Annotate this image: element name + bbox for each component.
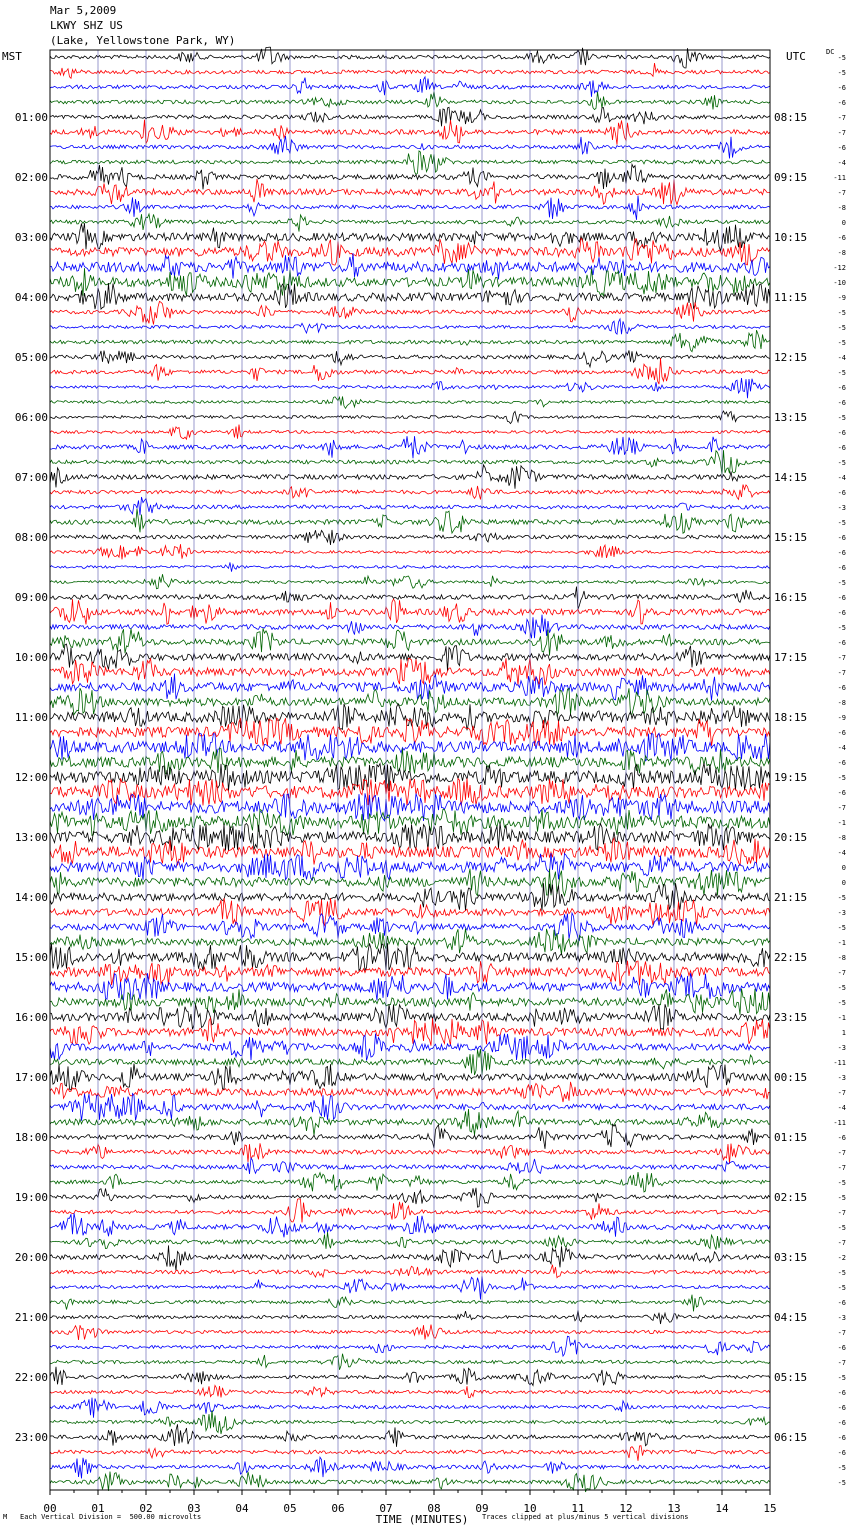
dc-offset-label: -5 xyxy=(837,324,846,332)
left-hour-label: 09:00 xyxy=(14,591,48,604)
seismic-trace xyxy=(50,1367,770,1386)
right-hour-label: 02:15 xyxy=(774,1191,808,1204)
left-hour-label: 23:00 xyxy=(14,1431,48,1444)
x-axis-label: TIME (MINUTES) xyxy=(375,1513,469,1526)
x-tick-label: 07 xyxy=(379,1502,393,1515)
dc-offset-label: -2 xyxy=(837,1254,846,1262)
dc-offset-label: -6 xyxy=(837,684,846,692)
dc-offset-label: -6 xyxy=(837,549,846,557)
dc-offset-label: -5 xyxy=(837,54,846,62)
left-hour-label: 13:00 xyxy=(14,831,48,844)
dc-offset-label: -10 xyxy=(833,279,846,287)
dc-offset-label: -4 xyxy=(837,744,846,752)
dc-offset-label: -7 xyxy=(837,1149,846,1157)
dc-offset-label: -6 xyxy=(837,729,846,737)
left-hour-label: 02:00 xyxy=(14,171,48,184)
left-axis-label: MST xyxy=(2,50,22,63)
seismic-trace xyxy=(50,530,770,545)
x-tick-label: 04 xyxy=(235,1502,249,1515)
dc-offset-label: -7 xyxy=(837,1209,846,1217)
seismic-trace xyxy=(50,358,770,384)
dc-offset-label: -7 xyxy=(837,1329,846,1337)
dc-offset-label: -5 xyxy=(837,1179,846,1187)
dc-offset-label: 0 xyxy=(841,219,846,227)
dc-offset-label: -3 xyxy=(837,1044,846,1052)
seismic-trace xyxy=(50,544,770,559)
dc-offset-label: -6 xyxy=(837,1434,846,1442)
seismic-trace xyxy=(50,1446,770,1461)
seismic-trace xyxy=(50,1265,770,1278)
seismic-trace xyxy=(50,1336,770,1356)
right-hour-label: 22:15 xyxy=(774,951,808,964)
dc-offset-label: -5 xyxy=(837,579,846,587)
dc-offset-label: -5 xyxy=(837,894,846,902)
seismic-trace xyxy=(50,77,770,97)
x-tick-label: 05 xyxy=(283,1502,297,1515)
seismic-trace xyxy=(50,1018,770,1046)
seismic-trace xyxy=(50,92,770,110)
dc-label: DC xyxy=(826,48,835,56)
right-hour-label: 01:15 xyxy=(774,1131,808,1144)
dc-offset-label: -5 xyxy=(837,1374,846,1382)
dc-offset-label: -6 xyxy=(837,639,846,647)
dc-offset-label: -6 xyxy=(837,84,846,92)
dc-offset-label: -6 xyxy=(837,384,846,392)
x-tick-label: 14 xyxy=(715,1502,729,1515)
seismic-trace xyxy=(50,319,770,334)
dc-offset-label: -9 xyxy=(837,294,846,302)
x-tick-label: 15 xyxy=(763,1502,777,1515)
seismic-trace xyxy=(50,1276,770,1299)
seismic-trace xyxy=(50,397,770,409)
x-tick-label: 11 xyxy=(571,1502,585,1515)
seismic-trace xyxy=(50,1354,770,1370)
dc-offset-label: -4 xyxy=(837,354,846,362)
dc-offset-label: -7 xyxy=(837,804,846,812)
dc-offset-label: -5 xyxy=(837,1479,846,1487)
right-hour-label: 19:15 xyxy=(774,771,808,784)
dc-offset-label: -6 xyxy=(837,234,846,242)
x-tick-label: 10 xyxy=(523,1502,537,1515)
right-hour-label: 10:15 xyxy=(774,231,808,244)
seismic-trace xyxy=(50,253,770,279)
dc-offset-label: -6 xyxy=(837,609,846,617)
seismic-trace xyxy=(50,718,770,746)
dc-offset-label: -6 xyxy=(837,1389,846,1397)
dc-offset-label: -6 xyxy=(837,1404,846,1412)
seismic-trace xyxy=(50,599,770,624)
seismic-trace xyxy=(50,1410,770,1434)
dc-offset-label: -1 xyxy=(837,939,846,947)
dc-offset-label: -7 xyxy=(837,654,846,662)
seismic-trace xyxy=(50,350,770,367)
dc-offset-label: -11 xyxy=(833,174,846,182)
left-hour-label: 10:00 xyxy=(14,651,48,664)
dc-offset-label: -6 xyxy=(837,99,846,107)
x-tick-label: 02 xyxy=(139,1502,153,1515)
left-hour-label: 06:00 xyxy=(14,411,48,424)
seismic-trace xyxy=(50,883,770,911)
left-hour-label: 22:00 xyxy=(14,1371,48,1384)
seismic-trace xyxy=(50,1049,770,1075)
seismic-trace xyxy=(50,628,770,655)
seismic-trace xyxy=(50,196,770,220)
left-hour-label: 16:00 xyxy=(14,1011,48,1024)
dc-offset-label: -8 xyxy=(837,249,846,257)
left-hour-label: 18:00 xyxy=(14,1131,48,1144)
left-hour-label: 14:00 xyxy=(14,891,48,904)
footer-clip-note: Traces clipped at plus/minus 5 vertical divisions xyxy=(482,1513,689,1521)
dc-offset-label: 0 xyxy=(841,864,846,872)
dc-offset-label: -3 xyxy=(837,1314,846,1322)
dc-offset-label: -6 xyxy=(837,1134,846,1142)
header-location: (Lake, Yellowstone Park, WY) xyxy=(50,34,236,47)
dc-offset-label: -8 xyxy=(837,204,846,212)
left-hour-label: 15:00 xyxy=(14,951,48,964)
seismic-trace xyxy=(50,1124,770,1149)
seismic-trace xyxy=(50,1143,770,1164)
dc-offset-label: -6 xyxy=(837,399,846,407)
right-axis-label: UTC xyxy=(786,50,806,63)
dc-offset-label: -5 xyxy=(837,1224,846,1232)
seismic-trace xyxy=(50,674,770,701)
dc-offset-label: -6 xyxy=(837,759,846,767)
seismic-trace xyxy=(50,330,770,352)
right-hour-label: 06:15 xyxy=(774,1431,808,1444)
dc-offset-label: -5 xyxy=(837,1194,846,1202)
right-hour-label: 17:15 xyxy=(774,651,808,664)
dc-offset-label: -5 xyxy=(837,369,846,377)
right-hour-label: 03:15 xyxy=(774,1251,808,1264)
x-tick-label: 03 xyxy=(187,1502,201,1515)
x-tick-label: 00 xyxy=(43,1502,57,1515)
seismic-trace xyxy=(50,1311,770,1325)
dc-offset-label: -5 xyxy=(837,519,846,527)
dc-offset-label: -11 xyxy=(833,1059,846,1067)
seismic-trace xyxy=(50,615,770,639)
right-hour-label: 15:15 xyxy=(774,531,808,544)
header-date: Mar 5,2009 xyxy=(50,4,117,17)
dc-offset-label: -7 xyxy=(837,969,846,977)
seismic-trace xyxy=(50,1199,770,1223)
left-hour-label: 05:00 xyxy=(14,351,48,364)
dc-offset-label: -5 xyxy=(837,624,846,632)
seismic-trace xyxy=(50,1295,770,1312)
seismic-trace xyxy=(50,587,770,610)
seismic-trace xyxy=(50,425,770,440)
seismic-trace xyxy=(50,1398,770,1418)
dc-offset-label: -5 xyxy=(837,774,846,782)
right-hour-label: 08:15 xyxy=(774,111,808,124)
dc-offset-label: -5 xyxy=(837,414,846,422)
seismic-trace xyxy=(50,63,770,78)
seismic-trace xyxy=(50,1082,770,1102)
seismic-trace xyxy=(50,644,770,671)
seismic-trace xyxy=(50,509,770,533)
seismic-trace xyxy=(50,1188,770,1207)
seismic-trace xyxy=(50,1109,770,1135)
dc-offset-label: -4 xyxy=(837,159,846,167)
dc-offset-label: -5 xyxy=(837,924,846,932)
dc-offset-label: -6 xyxy=(837,564,846,572)
seismic-trace xyxy=(50,1385,770,1397)
seismic-trace xyxy=(50,658,770,685)
x-tick-label: 09 xyxy=(475,1502,489,1515)
dc-offset-label: -11 xyxy=(833,1119,846,1127)
dc-offset-label: -5 xyxy=(837,1284,846,1292)
right-hour-label: 18:15 xyxy=(774,711,808,724)
seismic-trace xyxy=(50,898,770,926)
right-hour-label: 13:15 xyxy=(774,411,808,424)
left-hour-label: 21:00 xyxy=(14,1311,48,1324)
footer-mark: M xyxy=(3,1513,8,1521)
dc-offset-label: -8 xyxy=(837,834,846,842)
seismic-trace xyxy=(50,238,770,265)
dc-offset-label: -7 xyxy=(837,1239,846,1247)
trace-layer xyxy=(50,47,770,1492)
dc-offset-label: -5 xyxy=(837,69,846,77)
right-hour-label: 23:15 xyxy=(774,1011,808,1024)
dc-offset-label: -4 xyxy=(837,1104,846,1112)
dc-offset-label: -6 xyxy=(837,444,846,452)
right-hour-label: 21:15 xyxy=(774,891,808,904)
left-hour-label: 08:00 xyxy=(14,531,48,544)
dc-offset-label: -1 xyxy=(837,819,846,827)
dc-offset-label: -6 xyxy=(837,594,846,602)
seismic-trace xyxy=(50,179,770,205)
dc-offset-label: -4 xyxy=(837,474,846,482)
dc-offset-label: -7 xyxy=(837,669,846,677)
right-hour-label: 20:15 xyxy=(774,831,808,844)
dc-offset-label: -7 xyxy=(837,189,846,197)
right-hour-label: 14:15 xyxy=(774,471,808,484)
dc-offset-label: -4 xyxy=(837,849,846,857)
dc-offset-label: -7 xyxy=(837,114,846,122)
right-hour-label: 00:15 xyxy=(774,1071,808,1084)
dc-offset-label: -6 xyxy=(837,429,846,437)
seismic-trace xyxy=(50,214,770,232)
left-hour-label: 20:00 xyxy=(14,1251,48,1264)
dc-offset-label: -7 xyxy=(837,1164,846,1172)
seismic-trace xyxy=(50,283,770,309)
seismic-trace xyxy=(50,1245,770,1271)
left-hour-label: 01:00 xyxy=(14,111,48,124)
dc-offset-label: -5 xyxy=(837,339,846,347)
seismic-trace xyxy=(50,436,770,458)
dc-offset-label: -6 xyxy=(837,1419,846,1427)
dc-offset-label: -6 xyxy=(837,789,846,797)
x-tick-label: 13 xyxy=(667,1502,681,1515)
seismic-trace xyxy=(50,1424,770,1447)
seismic-trace xyxy=(50,763,770,791)
dc-offset-label: -3 xyxy=(837,909,846,917)
dc-offset-label: -12 xyxy=(833,264,846,272)
dc-offset-label: -6 xyxy=(837,144,846,152)
seismic-trace xyxy=(50,120,770,145)
seismic-trace xyxy=(50,574,770,589)
right-hour-label: 05:15 xyxy=(774,1371,808,1384)
dc-offset-label: -5 xyxy=(837,459,846,467)
right-hour-label: 04:15 xyxy=(774,1311,808,1324)
dc-offset-label: -7 xyxy=(837,1089,846,1097)
dc-offset-label: 0 xyxy=(841,879,846,887)
seismic-trace xyxy=(50,704,770,730)
header-station: LKWY SHZ US xyxy=(50,19,123,32)
dc-offset-label: -6 xyxy=(837,1299,846,1307)
seismic-trace xyxy=(50,301,770,324)
label-layer xyxy=(15,54,846,1515)
x-tick-label: 06 xyxy=(331,1502,345,1515)
seismic-trace xyxy=(50,378,770,398)
seismic-trace xyxy=(50,450,770,475)
dc-offset-label: -5 xyxy=(837,309,846,317)
dc-offset-label: -5 xyxy=(837,984,846,992)
dc-offset-label: -7 xyxy=(837,1359,846,1367)
seismic-trace xyxy=(50,1325,770,1340)
seismic-trace xyxy=(50,1034,770,1061)
footer-scale-note: Each Vertical Division = 500.00 microvolts xyxy=(20,1513,202,1521)
dc-offset-label: -3 xyxy=(837,504,846,512)
left-hour-label: 17:00 xyxy=(14,1071,48,1084)
dc-offset-label: -6 xyxy=(837,1449,846,1457)
right-hour-label: 12:15 xyxy=(774,351,808,364)
seismic-trace xyxy=(50,1094,770,1121)
dc-offset-label: -5 xyxy=(837,999,846,1007)
seismic-trace xyxy=(50,411,770,424)
dc-offset-label: -9 xyxy=(837,714,846,722)
seismic-trace xyxy=(50,107,770,126)
left-hour-label: 12:00 xyxy=(14,771,48,784)
seismic-trace xyxy=(50,1172,770,1192)
dc-offset-label: -8 xyxy=(837,699,846,707)
dc-offset-label: -1 xyxy=(837,1014,846,1022)
seismic-trace xyxy=(50,485,770,500)
seismic-trace xyxy=(50,1457,770,1478)
right-hour-label: 11:15 xyxy=(774,291,808,304)
seismic-trace xyxy=(50,151,770,175)
dc-offset-label: -5 xyxy=(837,1464,846,1472)
dc-offset-label: 1 xyxy=(841,1029,846,1037)
seismic-trace xyxy=(50,1004,770,1029)
seismic-trace xyxy=(50,1472,770,1493)
left-hour-label: 11:00 xyxy=(14,711,48,724)
dc-offset-label: -7 xyxy=(837,129,846,137)
dc-offset-label: -6 xyxy=(837,489,846,497)
seismic-trace xyxy=(50,223,770,251)
right-hour-label: 09:15 xyxy=(774,171,808,184)
left-hour-label: 07:00 xyxy=(14,471,48,484)
seismic-trace xyxy=(50,136,770,159)
seismic-trace xyxy=(50,1064,770,1091)
right-hour-label: 16:15 xyxy=(774,591,808,604)
dc-offset-label: -8 xyxy=(837,954,846,962)
seismic-trace xyxy=(50,497,770,515)
seismic-trace xyxy=(50,268,770,296)
seismic-trace xyxy=(50,465,770,489)
dc-offset-label: -6 xyxy=(837,1344,846,1352)
x-tick-label: 12 xyxy=(619,1502,633,1515)
dc-offset-label: -6 xyxy=(837,534,846,542)
x-tick-label: 08 xyxy=(427,1502,441,1515)
dc-offset-label: -3 xyxy=(837,1074,846,1082)
dc-offset-label: -5 xyxy=(837,1269,846,1277)
seismic-trace xyxy=(50,1213,770,1237)
x-tick-label: 01 xyxy=(91,1502,105,1515)
seismic-trace xyxy=(50,989,770,1015)
left-hour-label: 03:00 xyxy=(14,231,48,244)
left-hour-label: 19:00 xyxy=(14,1191,48,1204)
seismic-trace xyxy=(50,562,770,571)
seismic-trace xyxy=(50,1232,770,1250)
left-hour-label: 04:00 xyxy=(14,291,48,304)
seismic-trace xyxy=(50,1158,770,1174)
